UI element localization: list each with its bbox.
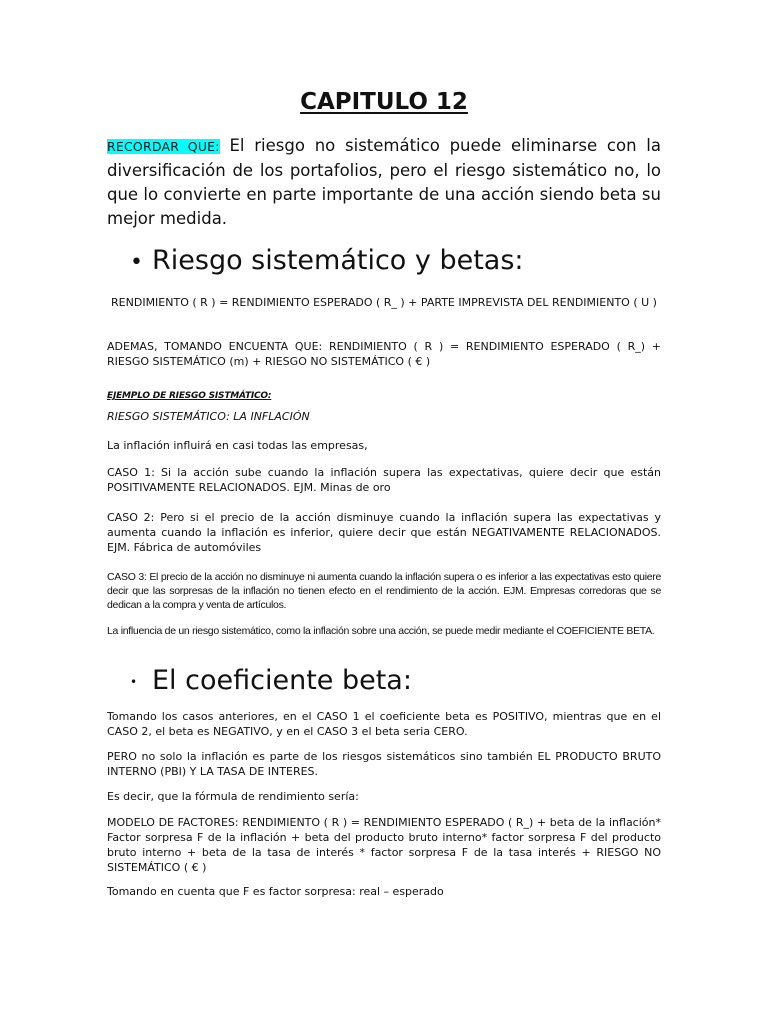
bullet-icon: • (130, 250, 143, 275)
paragraph-caso-2: CASO 2: Pero si el precio de la acción disminuye cuando la inflación supera las expectativas y aumenta cuando la inflación es inferior, quiere decir que están NEGATIVAMENTE RELACIONADOS. EJM. Fábrica de automóviles (107, 511, 661, 554)
bullet-icon: • (130, 674, 138, 689)
paragraph-influencia: La influencia de un riesgo sistemático, como la inflación sobre una acción, se puede medir mediante el COEFICIENTE BETA. (107, 625, 655, 637)
paragraph-inflacion: La inflación influirá en casi todas las empresas, (107, 439, 368, 452)
highlighted-label: RECORDAR QUE: (107, 139, 220, 154)
paragraph-modelo-factores: MODELO DE FACTORES: RENDIMIENTO ( R ) = RENDIMIENTO ESPERADO ( R_) + beta de la inflación* Factor sorpresa F de la inflación + beta del producto bruto interno* factor sorpresa F del producto bruto interno + beta de la tasa de interés * factor sorpresa F de la tasa interés + RIESGO NO SISTEMÁTICO ( € ) (107, 816, 661, 874)
intro-text: El riesgo no sistemático puede eliminarse con la diversificación de los portafolios, pero el riesgo sistemático no, lo que lo convierte en parte importante de una acción siendo beta su mejor medida. (107, 136, 661, 228)
paragraph-caso-1: CASO 1: Si la acción sube cuando la inflación supera las expectativas, quiere decir que están POSITIVAMENTE RELACIONADOS. EJM. Minas de oro (107, 466, 661, 494)
paragraph-caso-3: CASO 3: El precio de la acción no disminuye ni aumenta cuando la inflación supera o es inferior a las expectativas esto quiere decir que las sorpresas de la inflación no tienen efecto en el rendimiento de la acción. EJM. Empresas corredoras que se dedican a la compra y venta de artículos. (107, 571, 661, 611)
paragraph-factor-sorpresa: Tomando en cuenta que F es factor sorpresa: real – esperado (107, 885, 444, 898)
example-heading-text: EJEMPLO DE RIESGO SISTMÁTICO: (107, 391, 272, 401)
page-title: CAPITULO 12 (300, 89, 468, 115)
example-subheading: RIESGO SISTEMÁTICO: LA INFLACIÓN (107, 410, 310, 423)
section-heading-text: Riesgo sistemático y betas: (152, 245, 524, 276)
example-heading (107, 383, 661, 402)
section-heading-coeficiente (130, 664, 412, 699)
paragraph-pero: PERO no solo la inflación es parte de los riesgos sistemáticos sino también EL PRODUCTO BRUTO INTERNO (PBI) Y LA TASA DE INTERES. (107, 750, 661, 778)
paragraph-ademas: ADEMAS, TOMANDO ENCUENTA QUE: RENDIMIENTO ( R ) = RENDIMIENTO ESPERADO ( R_) + RIESGO SISTEMÁTICO (m) + RIESGO NO SISTEMÁTICO ( € ) (107, 340, 661, 368)
formula-rendimiento: RENDIMIENTO ( R ) = RENDIMIENTO ESPERADO ( R_ ) + PARTE IMPREVISTA DEL RENDIMIENTO ( U ) (111, 296, 657, 309)
paragraph-casos-anteriores: Tomando los casos anteriores, en el CASO 1 el coeficiente beta es POSITIVO, mientras que en el CASO 2, el beta es NEGATIVO, y en el CASO 3 el beta seria CERO. (107, 710, 661, 738)
paragraph-formula-intro: Es decir, que la fórmula de rendimiento sería: (107, 790, 359, 803)
section-heading-text: El coeficiente beta: (152, 665, 412, 696)
section-heading-riesgo (130, 244, 524, 280)
intro-paragraph (107, 134, 661, 231)
